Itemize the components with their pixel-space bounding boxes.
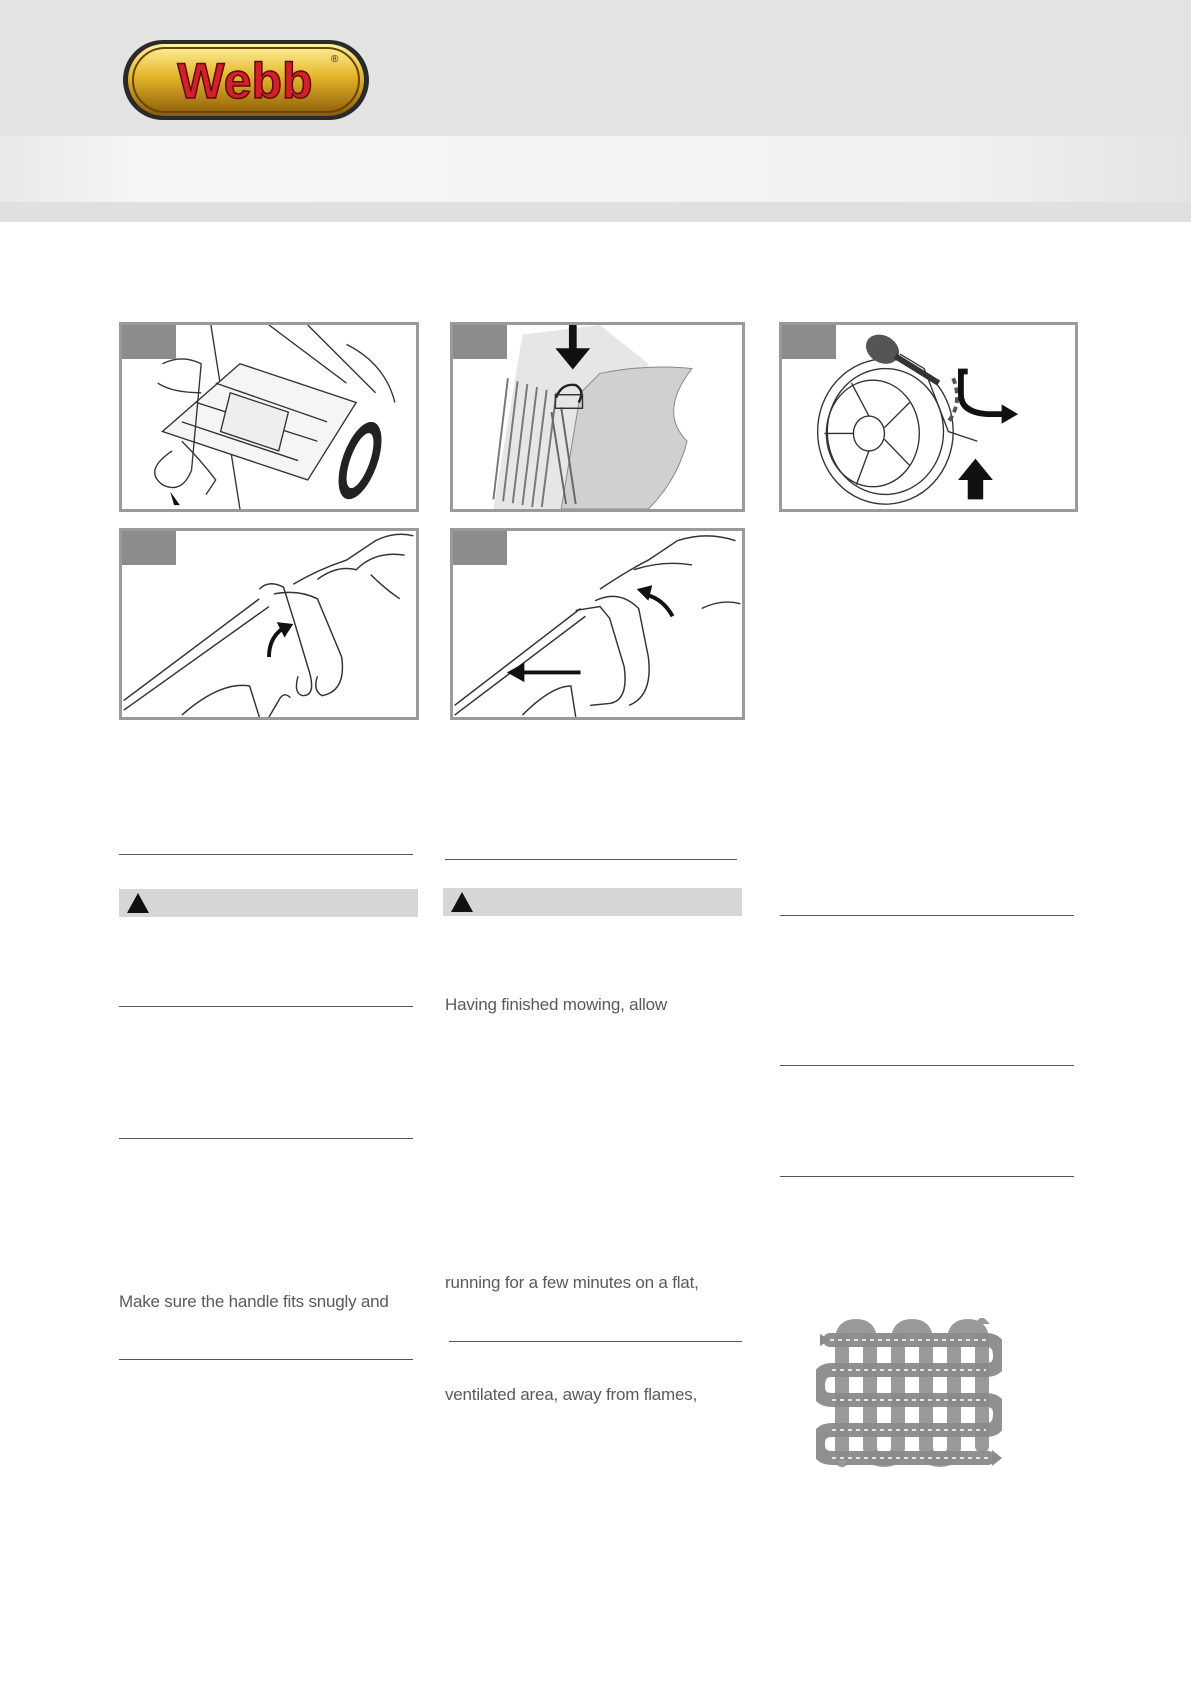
divider-right-2: [780, 1065, 1074, 1066]
divider-middle-1: [445, 859, 737, 860]
figure-1-panel: [119, 322, 419, 512]
webb-logo-graphic: [121, 38, 371, 122]
figure-5-number-tab: [453, 531, 507, 565]
registered-mark: ®: [331, 54, 339, 65]
divider-left-1: [119, 854, 413, 855]
mowing-pattern-graphic: [816, 1318, 1002, 1468]
middle-text-line-1: Having finished mowing, allow: [445, 995, 667, 1014]
divider-right-3: [780, 1176, 1074, 1177]
header-bottom-band: [0, 202, 1191, 222]
middle-text-line-3: ventilated area, away from flames,: [445, 1385, 698, 1404]
figure-1-number-tab: [122, 325, 176, 359]
figure-5-panel: [450, 528, 745, 720]
divider-right-1: [780, 915, 1074, 916]
warning-triangle-icon: [127, 893, 149, 913]
divider-left-4: [119, 1359, 413, 1360]
warning-triangle-icon: [451, 892, 473, 912]
figure-4-panel: [119, 528, 419, 720]
divider-left-3: [119, 1138, 413, 1139]
warning-bar-left: [119, 889, 418, 917]
figure-2-number-tab: [453, 325, 507, 359]
webb-logo: [121, 38, 371, 122]
figure-2-panel: [450, 322, 745, 512]
warning-bar-middle: [443, 888, 742, 916]
header-gradient-band: [0, 136, 1191, 202]
divider-middle-2: [449, 1341, 742, 1342]
figure-3-panel: [779, 322, 1078, 512]
figure-4-number-tab: [122, 531, 176, 565]
divider-left-2: [119, 1006, 413, 1007]
logo-wordmark: Webb: [177, 53, 313, 109]
figure-3-number-tab: [782, 325, 836, 359]
middle-text-line-2: running for a few minutes on a flat,: [445, 1273, 699, 1292]
mowing-pattern-icon: [816, 1318, 1002, 1468]
left-text-line-1: Make sure the handle fits snugly and: [119, 1292, 389, 1311]
